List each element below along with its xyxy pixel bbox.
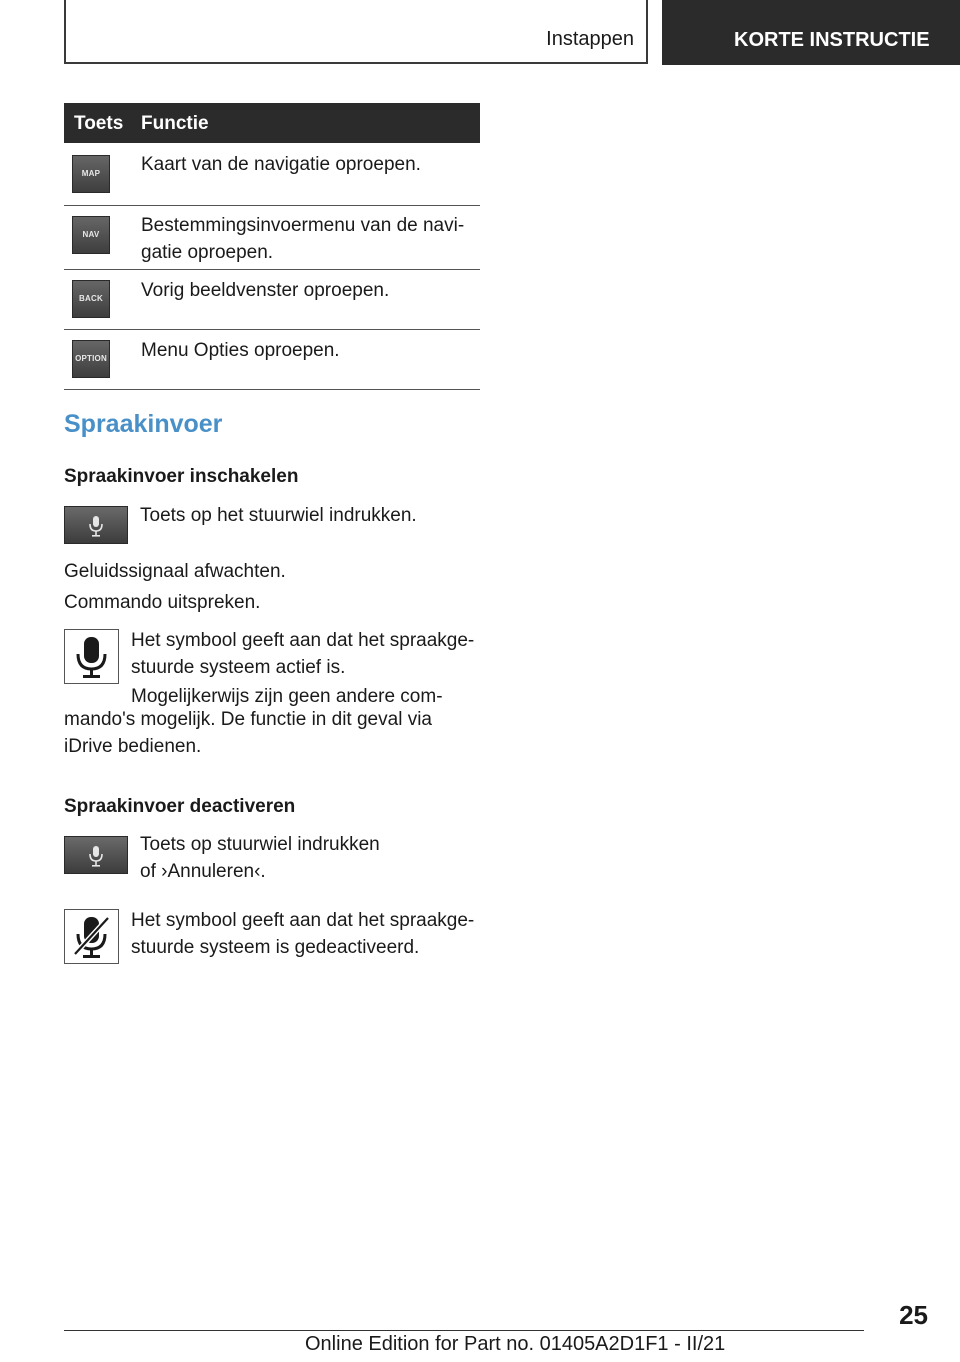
- step-text: Geluidssignaal afwachten.: [64, 561, 286, 582]
- steering-wheel-voice-key-icon: [64, 506, 128, 544]
- table-row: [64, 206, 480, 270]
- step-text: Commando uitspreken.: [64, 592, 261, 613]
- footer-divider: [64, 1330, 864, 1331]
- symbol-active-text: Het symbool geeft aan dat het spraakge- stuurde systeem actief is.: [131, 630, 475, 678]
- microphone-active-icon: [64, 629, 119, 684]
- subheading-enable: Spraakinvoer inschakelen: [64, 466, 299, 487]
- option-key-icon: OPTION: [72, 340, 110, 378]
- back-key-icon: BACK: [72, 280, 110, 318]
- function-text: Menu Opties oproepen.: [141, 340, 340, 361]
- column-header-key: Toets: [74, 113, 124, 134]
- footer-edition: Online Edition for Part no. 01405A2D1F1 - II/21: [305, 1333, 726, 1355]
- function-text: Vorig beeldvenster oproepen.: [141, 280, 390, 301]
- key-function-table: [64, 103, 480, 390]
- subheading-disable: Spraakinvoer deactiveren: [64, 796, 296, 817]
- table-header: [64, 103, 480, 143]
- enable-key-text: Toets op het stuurwiel indrukken.: [140, 505, 417, 526]
- header-chapter-tab: KORTE INSTRUCTIE: [662, 0, 960, 65]
- symbol-inactive-text: Het symbool geeft aan dat het spraakge- stuurde systeem is gedeactiveerd.: [131, 910, 475, 958]
- steering-wheel-voice-key-icon: [64, 836, 128, 874]
- table-row: [64, 330, 480, 390]
- function-text: Bestemmingsinvoermenu van de navi- gatie oproepen.: [141, 215, 465, 263]
- disable-key-text: Toets op stuurwiel indrukken of ›Annuleren‹.: [140, 834, 380, 882]
- note-text-line: Mogelijkerwijs zijn geen andere com-: [131, 686, 443, 707]
- nav-key-icon: NAV: [72, 216, 110, 254]
- header-section-title: Instappen: [546, 28, 634, 50]
- table-row: [64, 270, 480, 330]
- header-frame: [64, 0, 648, 64]
- table-row: [64, 143, 480, 206]
- note-text: mando's mogelijk. De functie in dit geval via iDrive bedienen.: [64, 709, 432, 757]
- microphone-muted-icon: [64, 909, 119, 964]
- section-title: Spraakinvoer: [64, 410, 223, 438]
- function-text: Kaart van de navigatie oproepen.: [141, 154, 421, 175]
- page-number: 25: [899, 1300, 928, 1330]
- column-header-function: Functie: [141, 113, 209, 134]
- map-key-icon: MAP: [72, 155, 110, 193]
